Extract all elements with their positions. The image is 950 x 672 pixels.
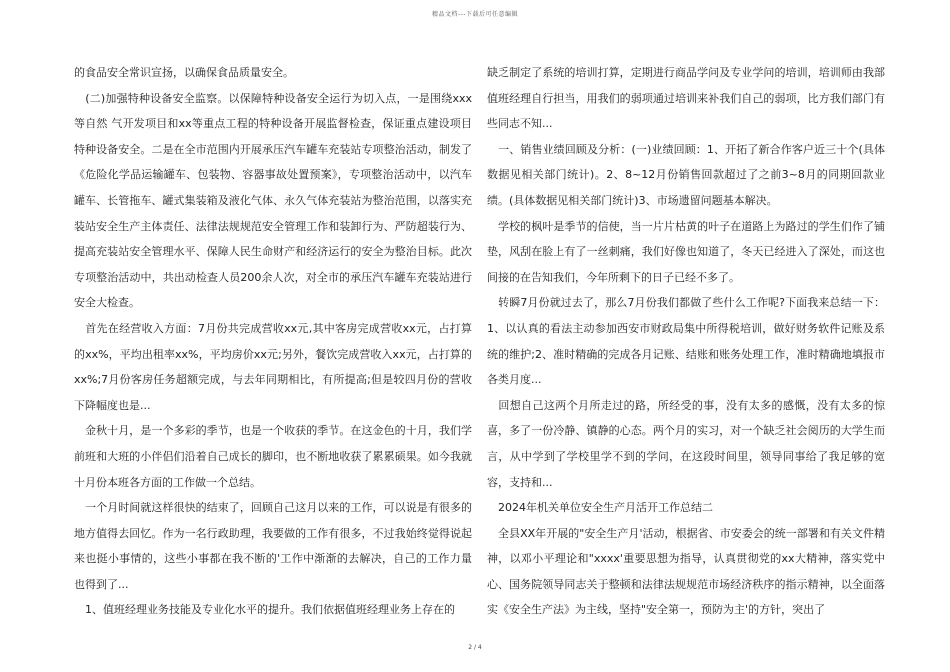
section-heading: 2024年机关单位安全生产月活开工作总结二: [487, 501, 713, 515]
paragraph: (二)加强特种设备安全监察。以保障特种设备安全运行为切入点，一是围绕xxx等自然 气开发项目和xx等重点工程的特种设备开展监督检查，保证重点建设项目特种设备安全。二是在全市范围内开展承压汽车罐车充装站专项整治活动，制发了《危险化学品运输罐车、包装物、容器事故处置预案》，专项整治活动中，以汽车罐车、长管拖车、罐式集装箱及液化气体、永久气体充装站为整治范围，以落实充装站安全生产主体责任、法律法规规范安全管理工作和装卸行为、严防超装行为、提高充装站安全管理水平、保障人民生命财产和经济运行的安全为整治目标。此次专项整治活动中，共出动检查人员200余人次，对全市的承压汽车罐车充装站进行安全大检查。: [74, 91, 472, 310]
paragraph: 学校的枫叶是季节的信使，当一片片枯黄的叶子在道路上为路过的学生们作了铺垫，风刮在脸上有了一丝刺痛，我们好像也知道了，冬天已经进入了深处，而这也间接的在告知我们，今年所剩下的日子已经不多了。: [487, 219, 885, 284]
paragraph: 缺乏制定了系统的培训打算，定期进行商品学问及专业学问的培训，培训师由我部值班经理自行担当，用我们的弱项通过培训来补我们自己的弱项，比方我们部门有些同志不知...: [487, 66, 885, 131]
paragraph: 全县XX年开展的"安全生产月'活动，根据省、市安委会的统一部署和有关文件精神，以邓小平理论和"xxxx'重要思想为指导，认真贯彻党的xx大精神，落实党中心、国务院领导同志关于整顿和法律法规规范市场经济秩序的指示精神，以全面落实《安全生产法》为主线，坚持"安全第一，预防为主'的方针，突出了: [487, 526, 885, 617]
right-column: [487, 60, 885, 623]
paragraph: 1、值班经理业务技能及专业化水平的提升。我们依据值班经理业务上存在的: [74, 603, 455, 617]
left-column: [74, 60, 472, 623]
paragraph: 首先在经营收入方面：7月份共完成营收xx元,其中客房完成营收xx元，占打算的xx%，平均出租率xx%，平均房价xx元;另外，餐饮完成营收入xx元，占打算的xx%;7月份客房任务超额完成，与去年同期相比，有所提高;但是较四月份的营收下降幅度也是...: [74, 321, 472, 412]
page-number: 2 / 4: [468, 644, 482, 651]
paragraph: 的食品安全常识宣扬，以确保食品质量安全。: [74, 66, 294, 79]
paragraph: 转瞬7月份就过去了，那么7月份我们都做了些什么工作呢?下面我来总结一下：1、以认真的看法主动参加西安市财政局集中所得税培训，做好财务软件记账及系统的维护;2、准时精确的完成各月记账、结账和账务处理工作，准时精确地填报市各类月度...: [487, 296, 885, 387]
paragraph: 回想自己这两个月所走过的路，所经受的事，没有太多的感慨，没有太多的惊喜，多了一份冷静、镇静的心态。两个月的实习，对一个缺乏社会阅历的大学生而言，从中学到了学校里学不到的学问，在这段时间里，领导同事给了我足够的宽容，支持和...: [487, 398, 885, 489]
paragraph: 金秋十月，是一个多彩的季节，也是一个收获的季节。在这金色的十月，我们学前班和大班的小伴侣们沿着自己成长的脚印，也不断地收获了累累硕果。如今我就十月份本班各方面的工作做一个总结。: [74, 424, 472, 489]
paragraph: 一个月时间就这样很快的结束了，回顾自己这月以来的工作，可以说是有很多的地方值得去回忆。作为一名行政助理，我要做的工作有很多，不过我始终觉得说起来也挺小事情的，这些小事都在我不断的'工作中渐渐的去解决，自己的工作力量也得到了...: [74, 501, 472, 591]
page-header: 精品文档---下载后可任意编辑: [432, 11, 518, 18]
paragraph: 一、销售业绩回顾及分析：(一)业绩回顾：1、开拓了新合作客户近三十个(具体数据见相关部门统计)。2、8~12月份销售回款超过了之前3~8月的同期回款业绩。(具体数据见相关部门统计)3、市场遗留问题基本解决。: [487, 142, 885, 207]
